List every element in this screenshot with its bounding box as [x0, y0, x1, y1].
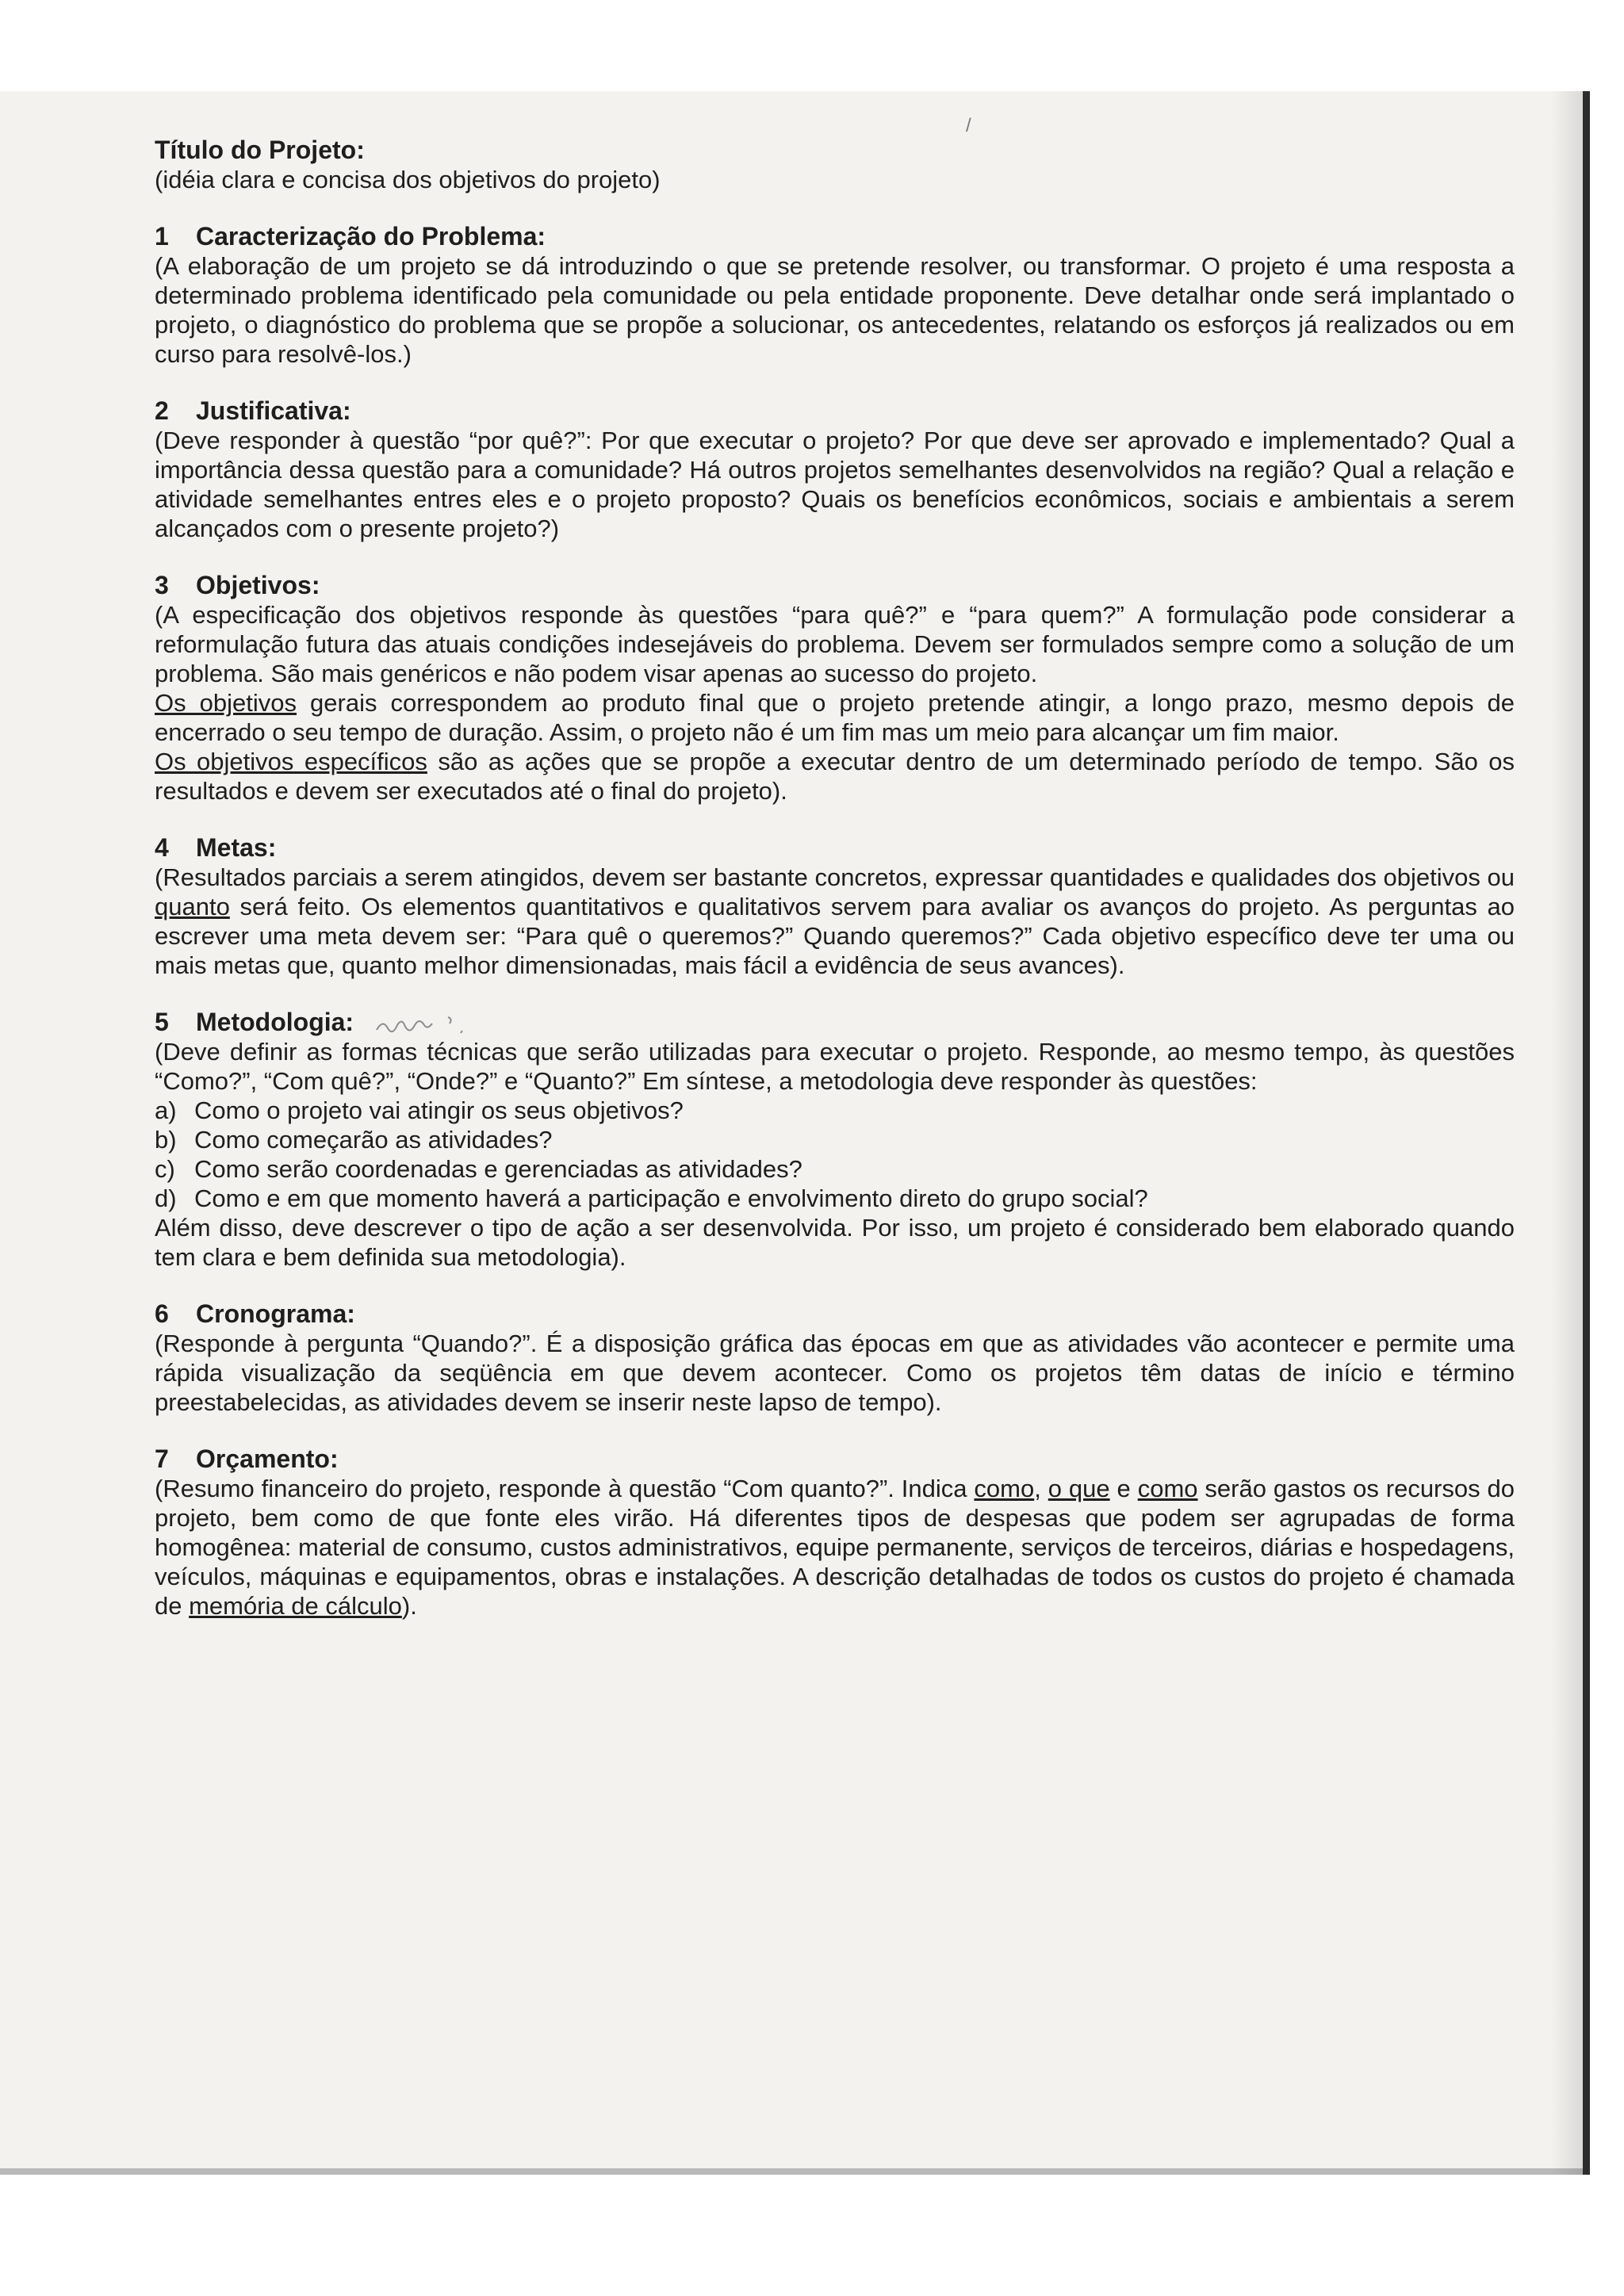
section-number: 7 — [155, 1445, 169, 1473]
section-title: Orçamento: — [196, 1445, 339, 1473]
section-title: Metas: — [196, 833, 277, 862]
section-text: (Deve responder à questão “por quê?”: Por que executar o projeto? Por que deve ser aprovado e implementado? Qual a importância dessa questão para a comunidade? Há outros projetos semelhantes desenvolvidos na região? Qual a relação e atividade semelhantes entres eles e o projeto proposto? Quais os benefícios econômicos, sociais e ambientais a serem alcançados com o presente projeto?) — [155, 427, 1515, 542]
objetivos-especificos-text: são as ações que se propõe a executar dentro de um determinado período de tempo. São os resultados e devem ser executados até o final do projeto). — [155, 748, 1515, 805]
section-title: Justificativa: — [196, 396, 351, 425]
project-title-subtitle: (idéia clara e concisa dos objetivos do projeto) — [155, 166, 661, 193]
metodologia-questions-list — [155, 1096, 1515, 1213]
orcamento-sep-2: e — [1109, 1475, 1138, 1502]
section-text: (Responde à pergunta “Quando?”. É a disposição gráfica das épocas em que as atividades vão acontecer e permite uma rápida visualização da seqüência em que devem acontecer. Como os projetos têm datas de início e término preestabelecidas, as atividades devem se inserir neste lapso de tempo). — [155, 1330, 1515, 1416]
list-text: Como serão coordenadas e gerenciadas as atividades? — [194, 1155, 802, 1183]
underlined-como: como — [974, 1475, 1035, 1502]
section-heading — [155, 832, 1515, 863]
section-title: Caracterização do Problema: — [196, 222, 546, 251]
pen-mark: / — [966, 115, 971, 136]
section-orcamento — [155, 1444, 1515, 1621]
document-body — [155, 135, 1515, 1647]
orcamento-text-c: ). — [401, 1592, 417, 1620]
section-objetivos — [155, 570, 1515, 806]
project-title: Título do Projeto: — [155, 136, 365, 164]
section-heading — [155, 570, 1515, 600]
section-heading — [155, 1444, 1515, 1474]
section-heading — [155, 1299, 1515, 1329]
underlined-como-2: como — [1137, 1475, 1198, 1502]
list-text: Como começarão as atividades? — [194, 1126, 553, 1154]
section-title: Cronograma: — [196, 1299, 355, 1328]
section-title: Metodologia: — [196, 1008, 354, 1036]
section-number: 2 — [155, 396, 169, 425]
list-item — [155, 1154, 1515, 1184]
objetivos-gerais-paragraph — [155, 688, 1515, 747]
section-title: Objetivos: — [196, 571, 320, 599]
section-metodologia — [155, 1007, 1515, 1272]
section-number: 1 — [155, 222, 169, 251]
list-marker: d) — [155, 1184, 177, 1212]
section-text: (Deve definir as formas técnicas que serão utilizadas para executar o projeto. Responde, ao mesmo tempo, às questões “Como?”, “Com quê?”, “Onde?” e “Quanto?” Em síntese, a metodologia deve responder às questões: — [155, 1038, 1515, 1095]
section-number: 6 — [155, 1299, 169, 1328]
underlined-memoria-de-calculo: memória de cálculo — [189, 1592, 402, 1620]
list-marker: a) — [155, 1096, 177, 1124]
metas-text-b: será feito. Os elementos quantitativos e qualitativos servem para avaliar os avanços do projeto. As perguntas ao escrever uma meta devem ser: “Para quê o queremos?” Quando queremos?” Cada objetivo específico deve ter uma ou mais metas que, quanto melhor dimensionadas, mais fácil a evidência de seus avances). — [155, 893, 1515, 979]
section-metas — [155, 832, 1515, 980]
list-text: Como e em que momento haverá a participação e envolvimento direto do grupo social? — [194, 1184, 1148, 1212]
page-bottom-edge — [0, 2168, 1583, 2175]
section-justificativa — [155, 396, 1515, 543]
section-number: 4 — [155, 833, 169, 862]
section-number: 3 — [155, 571, 169, 599]
objetivos-especificos-label: Os objetivos específicos — [155, 748, 427, 775]
list-text: Como o projeto vai atingir os seus objetivos? — [194, 1096, 684, 1124]
list-item — [155, 1125, 1515, 1154]
list-marker: c) — [155, 1155, 175, 1183]
section-caracterizacao — [155, 221, 1515, 369]
section-heading — [155, 396, 1515, 426]
objetivos-gerais-text: gerais correspondem ao produto final que o projeto pretende atingir, a longo prazo, mesmo depois de encerrado o seu tempo de duração. Assim, o projeto não é um fim mas um meio para alcançar um fim maior. — [155, 689, 1515, 746]
list-marker: b) — [155, 1126, 177, 1154]
underlined-o-que: o que — [1048, 1475, 1110, 1502]
section-text: (A elaboração de um projeto se dá introduzindo o que se pretende resolver, ou transformar. O projeto é uma resposta a determinado problema identificado pela comunidade ou pela entidade proponente. Deve detalhar onde será implantado o projeto, o diagnóstico do problema que se propõe a solucionar, os antecedentes, relatando os esforços já realizados ou em curso para resolvê-los.) — [155, 252, 1515, 368]
list-item — [155, 1096, 1515, 1125]
section-text: (A especificação dos objetivos responde às questões “para quê?” e “para quem?” A formulação pode considerar a reformulação futura das atuais condições indesejáveis do problema. Devem ser formulados sempre como a solução de um problema. São mais genéricos e não podem visar apenas ao sucesso do projeto. — [155, 601, 1515, 687]
metas-underlined-word: quanto — [155, 893, 230, 920]
objetivos-gerais-label: Os objetivos — [155, 689, 297, 717]
list-item — [155, 1184, 1515, 1213]
objetivos-especificos-paragraph — [155, 747, 1515, 806]
project-title-block — [155, 135, 1515, 194]
metas-text-a: (Resultados parciais a serem atingidos, devem ser bastante concretos, expressar quantidades e qualidades dos objetivos ou — [155, 863, 1515, 891]
section-heading — [155, 221, 1515, 251]
section-number: 5 — [155, 1008, 169, 1036]
orcamento-text-a: (Resumo financeiro do projeto, responde à questão “Com quanto?”. Indica — [155, 1475, 975, 1502]
metodologia-closing: Além disso, deve descrever o tipo de ação a ser desenvolvida. Por isso, um projeto é considerado bem elaborado quando tem clara e bem definida sua metodologia). — [155, 1214, 1515, 1271]
orcamento-sep-1: , — [1034, 1475, 1048, 1502]
section-text — [155, 863, 1515, 980]
section-text — [155, 1474, 1515, 1621]
section-cronograma — [155, 1299, 1515, 1417]
orcamento-text-b: serão gastos os recursos do projeto, bem como de que fonte eles virão. Há diferentes tipos de despesas que podem ser agrupadas de forma homogênea: material de consumo, custos administrativos, equipe permanente, serviços de terceiros, diárias e hospedagens, veículos, máquinas e equipamentos, obras e instalações. A descrição detalhadas de todos os custos do projeto é chamada de — [155, 1475, 1515, 1620]
section-heading — [155, 1007, 1515, 1037]
handwritten-scribble-icon — [372, 1012, 475, 1036]
scanned-page — [0, 91, 1590, 2175]
